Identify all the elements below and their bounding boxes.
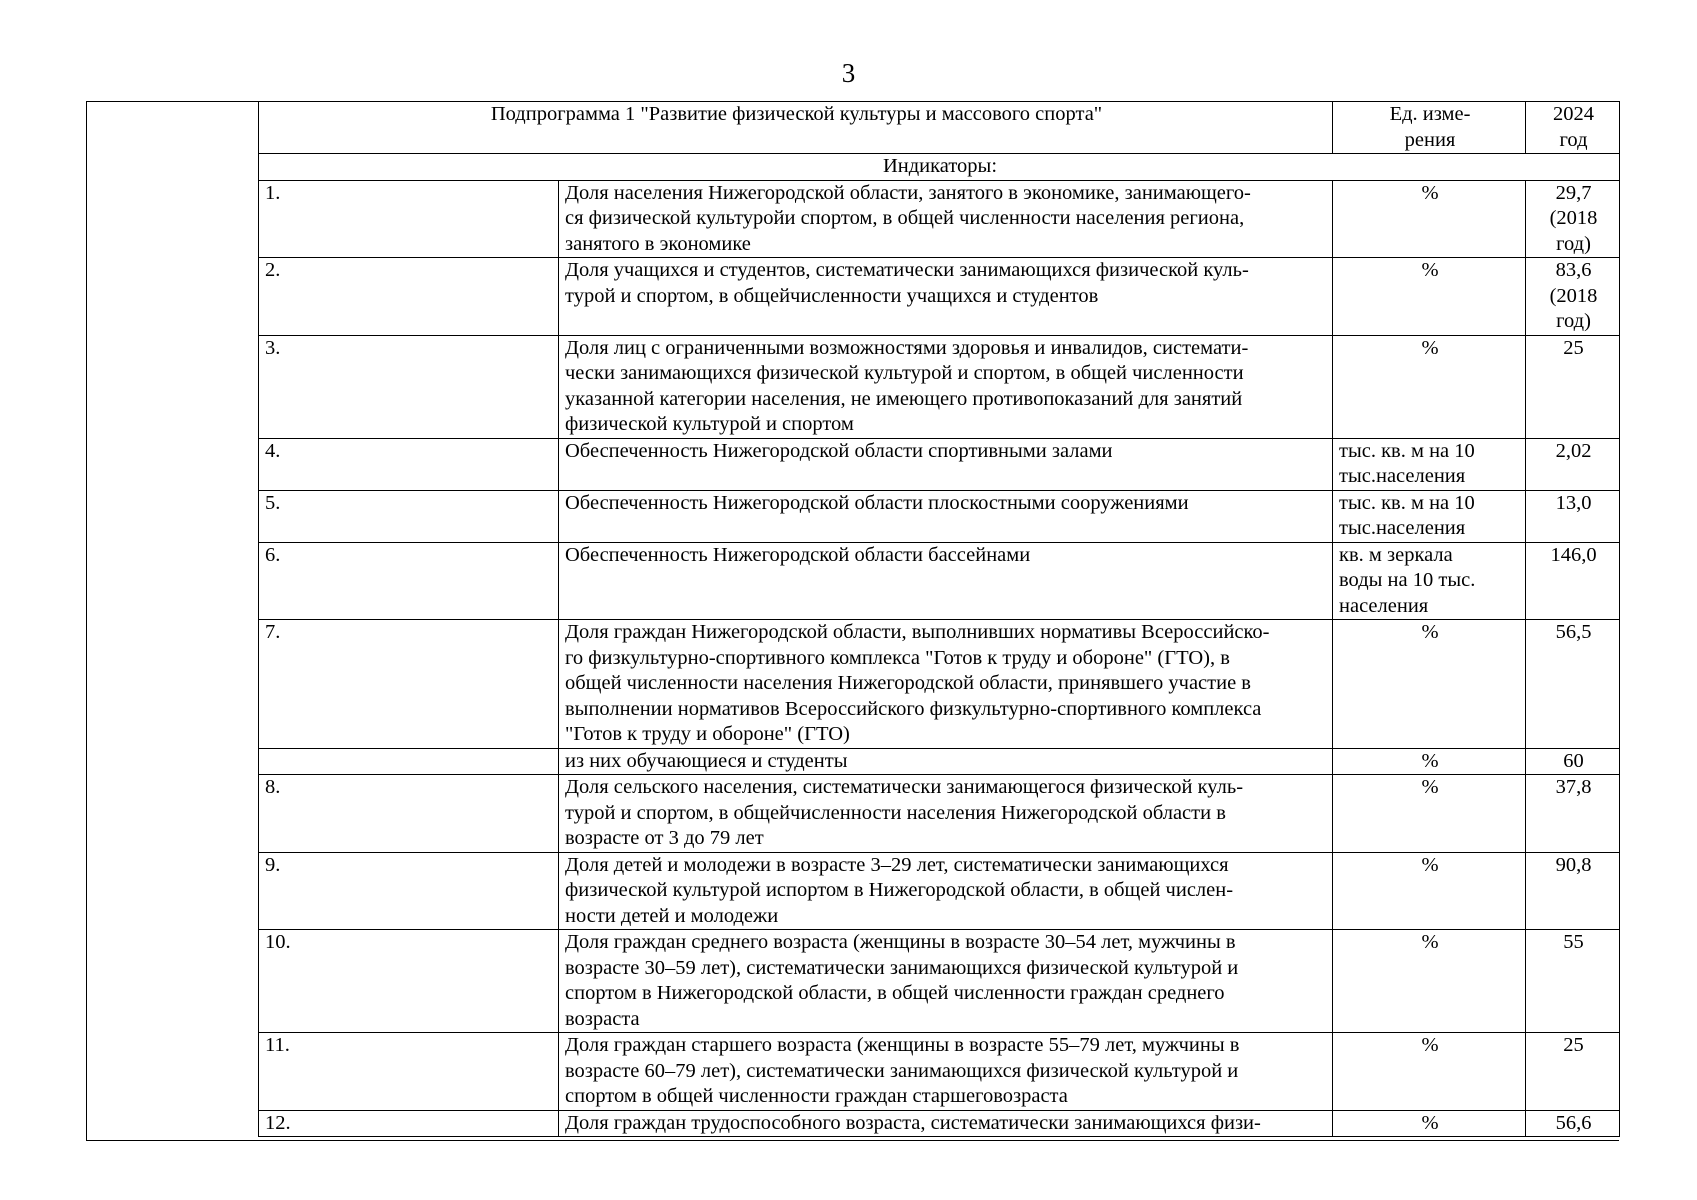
indicator-unit-line: % — [1421, 749, 1439, 772]
indicator-value — [1526, 1033, 1620, 1111]
section-row — [259, 154, 1620, 181]
indicator-name-line: возрасте 60–79 лет), систематически занимающихся физической культурой и — [565, 1059, 1239, 1082]
indicator-name-line: спортом в общей численности граждан старшеговозраста — [565, 1085, 1068, 1107]
indicator-unit — [1333, 775, 1526, 853]
indicator-unit-line: тыс.населения — [1339, 465, 1466, 487]
indicator-number: 5. — [259, 490, 559, 542]
indicator-value-line: 90,8 — [1555, 853, 1592, 876]
indicator-value-line: 56,5 — [1555, 621, 1592, 643]
unit-header-line: рения — [1404, 128, 1456, 151]
indicator-value-line: 2,02 — [1555, 439, 1592, 462]
indicator-name-line: физической культурой испортом в Нижегородской области, в общей числен- — [565, 879, 1234, 901]
indicator-value-line: 146,0 — [1550, 543, 1597, 566]
indicator-row — [259, 620, 1620, 749]
indicator-name-line: Обеспеченность Нижегородской области бассейнами — [565, 543, 1031, 566]
indicator-value-line: (2018 — [1549, 284, 1598, 307]
indicator-value-line: 25 — [1563, 336, 1584, 359]
indicator-row — [259, 1033, 1620, 1111]
indicator-name — [559, 748, 1333, 775]
indicator-row — [259, 852, 1620, 930]
indicator-value-line: 37,8 — [1555, 776, 1592, 798]
indicator-unit-line: тыс.населения — [1339, 517, 1466, 539]
indicator-name — [559, 438, 1333, 490]
indicator-name-line: из них обучающиеся и студенты — [565, 749, 848, 772]
indicator-name-line: Доля граждан трудоспособного возраста, систематически занимающихся физи- — [565, 1111, 1261, 1134]
indicator-name — [559, 490, 1333, 542]
indicator-unit — [1333, 930, 1526, 1033]
indicator-name-line: ности детей и молодежи — [565, 904, 779, 927]
indicator-unit — [1333, 1033, 1526, 1111]
indicator-row — [259, 335, 1620, 438]
indicator-value-line: 55 — [1563, 931, 1584, 953]
indicator-unit — [1333, 620, 1526, 749]
indicator-name-line: турой и спортом, в общейчисленности населения Нижегородской области в — [565, 801, 1226, 824]
indicator-row — [259, 748, 1620, 775]
indicator-value — [1526, 180, 1620, 258]
indicator-unit-line: % — [1421, 1111, 1439, 1134]
indicator-value — [1526, 1110, 1620, 1137]
indicator-row — [259, 930, 1620, 1033]
indicator-value-line: 83,6 — [1555, 259, 1592, 281]
indicator-number: 4. — [259, 438, 559, 490]
indicator-name — [559, 775, 1333, 853]
indicator-value — [1526, 490, 1620, 542]
indicator-value-line: (2018 — [1549, 207, 1598, 229]
indicator-unit-line: тыс. кв. м на 10 — [1339, 439, 1475, 462]
indicator-value-line: год) — [1556, 310, 1591, 332]
indicator-name-line: возрасте 30–59 лет), систематически занимающихся физической культурой и — [565, 956, 1239, 979]
indicator-name — [559, 180, 1333, 258]
indicator-unit-line: % — [1421, 931, 1439, 953]
unit-header — [1333, 102, 1526, 154]
indicator-unit — [1333, 258, 1526, 336]
indicator-unit-line: % — [1421, 776, 1439, 798]
indicator-row — [259, 490, 1620, 542]
indicator-number: 10. — [259, 930, 559, 1033]
indicator-name-line: ся физической культуройи спортом, в общей численности населения региона, — [565, 207, 1245, 229]
indicator-name-line: го физкультурно-спортивного комплекса "Готов к труду и обороне" (ГТО), в — [565, 646, 1230, 669]
indicator-name-line: чески занимающихся физической культурой и спортом, в общей численности — [565, 362, 1244, 384]
indicator-unit-line: населения — [1339, 594, 1429, 617]
indicator-name-line: Доля лиц с ограниченными возможностями здоровья и инвалидов, системати- — [565, 336, 1249, 359]
indicator-name-line: Доля граждан среднего возраста (женщины в возрасте 30–54 лет, мужчины в — [565, 931, 1236, 953]
year-header — [1526, 102, 1620, 154]
indicator-unit — [1333, 180, 1526, 258]
indicator-number: 9. — [259, 852, 559, 930]
indicator-name-line: общей численности населения Нижегородской области, принявшего участие в — [565, 672, 1251, 694]
indicator-unit-line: % — [1421, 621, 1439, 643]
indicator-value — [1526, 335, 1620, 438]
indicator-unit — [1333, 748, 1526, 775]
indicator-name-line: возрасте от 3 до 79 лет — [565, 827, 764, 849]
indicator-number: 11. — [259, 1033, 559, 1111]
header-row — [259, 102, 1620, 154]
indicator-name-line: спортом в Нижегородской области, в общей численности граждан среднего — [565, 982, 1225, 1004]
indicator-unit-line: % — [1421, 336, 1439, 359]
indicator-name-line: Доля сельского населения, систематически занимающегося физической куль- — [565, 776, 1244, 798]
indicator-unit-line: кв. м зеркала — [1339, 543, 1453, 566]
indicator-value — [1526, 748, 1620, 775]
indicator-value-line: 25 — [1563, 1034, 1584, 1056]
indicator-row — [259, 1110, 1620, 1137]
indicator-value-line: 29,7 — [1555, 181, 1592, 204]
indicator-unit — [1333, 335, 1526, 438]
indicator-row — [259, 258, 1620, 336]
indicator-unit-line: воды на 10 тыс. — [1339, 569, 1476, 591]
year-header-line: год — [1559, 128, 1588, 151]
indicator-unit — [1333, 852, 1526, 930]
indicator-number: 3. — [259, 335, 559, 438]
indicator-value — [1526, 930, 1620, 1033]
indicator-number: 7. — [259, 620, 559, 749]
indicator-name-line: физической культурой и спортом — [565, 413, 854, 435]
indicator-name — [559, 620, 1333, 749]
indicator-value-line: 60 — [1563, 749, 1584, 772]
indicator-name — [559, 930, 1333, 1033]
indicator-name — [559, 542, 1333, 620]
indicator-number: 6. — [259, 542, 559, 620]
indicator-value — [1526, 852, 1620, 930]
unit-header-line: Ед. изме- — [1389, 103, 1471, 125]
indicator-name-line: "Готов к труду и обороне" (ГТО) — [565, 723, 850, 745]
indicator-row — [259, 438, 1620, 490]
indicator-unit-line: % — [1421, 181, 1439, 204]
page-number: 3 — [841, 58, 856, 88]
indicator-unit — [1333, 542, 1526, 620]
indicator-name-line: занятого в экономике — [565, 232, 751, 255]
indicator-value-line: 13,0 — [1555, 491, 1592, 514]
indicator-unit-line: % — [1421, 853, 1439, 876]
indicator-unit — [1333, 490, 1526, 542]
indicator-value — [1526, 620, 1620, 749]
indicator-value — [1526, 775, 1620, 853]
indicator-unit-line: % — [1421, 1034, 1439, 1056]
indicator-value-line: год) — [1556, 232, 1591, 255]
indicator-name-line: Доля населения Нижегородской области, занятого в экономике, занимающего- — [565, 181, 1251, 204]
indicator-number — [259, 748, 559, 775]
indicator-value — [1526, 542, 1620, 620]
indicator-name-line: Доля учащихся и студентов, систематически занимающихся физической куль- — [565, 259, 1249, 281]
indicator-row — [259, 542, 1620, 620]
indicator-name-line: Доля граждан Нижегородской области, выполнивших нормативы Всероссийско- — [565, 621, 1270, 643]
indicators-table — [258, 101, 1620, 1137]
indicator-name — [559, 1110, 1333, 1137]
subprogram-title: Подпрограмма 1 "Развитие физической культуры и массового спорта" — [259, 102, 1333, 154]
indicator-row — [259, 775, 1620, 853]
indicator-name-line: Доля граждан старшего возраста (женщины в возрасте 55–79 лет, мужчины в — [565, 1034, 1240, 1056]
indicator-number: 2. — [259, 258, 559, 336]
indicator-name — [559, 852, 1333, 930]
indicator-number: 8. — [259, 775, 559, 853]
indicator-name — [559, 258, 1333, 336]
indicator-value-line: 56,6 — [1555, 1111, 1592, 1134]
indicator-name-line: указанной категории населения, не имеющего противопоказаний для занятий — [565, 387, 1243, 410]
section-label: Индикаторы: — [259, 154, 1620, 181]
indicator-name-line: выполнении нормативов Всероссийского физкультурно-спортивного комплекса — [565, 697, 1262, 720]
indicator-unit — [1333, 438, 1526, 490]
indicator-name-line: Обеспеченность Нижегородской области плоскостными сооружениями — [565, 491, 1189, 514]
indicator-name-line: Доля детей и молодежи в возрасте 3–29 лет, систематически занимающихся — [565, 853, 1229, 876]
indicator-row — [259, 180, 1620, 258]
indicator-value — [1526, 258, 1620, 336]
indicator-name-line: возраста — [565, 1007, 640, 1030]
indicator-value — [1526, 438, 1620, 490]
indicator-unit-line: % — [1421, 259, 1439, 281]
indicator-name-line: Обеспеченность Нижегородской области спортивными залами — [565, 439, 1113, 462]
indicator-unit-line: тыс. кв. м на 10 — [1339, 491, 1475, 514]
indicator-unit — [1333, 1110, 1526, 1137]
indicator-name — [559, 1033, 1333, 1111]
indicator-name-line: турой и спортом, в общейчисленности учащихся и студентов — [565, 284, 1099, 307]
year-header-line: 2024 — [1553, 103, 1595, 125]
indicator-number: 12. — [259, 1110, 559, 1137]
indicator-name — [559, 335, 1333, 438]
indicator-number: 1. — [259, 180, 559, 258]
